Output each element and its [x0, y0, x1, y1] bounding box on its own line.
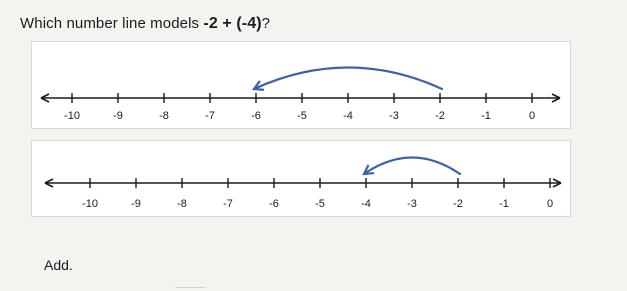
number-line-option-a[interactable] [31, 41, 571, 129]
tick-label: -8 [159, 110, 169, 122]
tick-label: -7 [223, 198, 233, 210]
divider [175, 287, 205, 288]
tick-label: -2 [435, 110, 445, 122]
tick-label: -10 [64, 110, 80, 122]
tick-label: -9 [113, 110, 123, 122]
tick-label: 0 [528, 110, 536, 122]
tick-label: -4 [343, 110, 353, 122]
tick-label: -4 [361, 198, 371, 210]
tick-label: -3 [407, 198, 417, 210]
tick-label: 0 [546, 198, 554, 210]
answer-text: Add. [44, 257, 73, 273]
tick-label: -8 [177, 198, 187, 210]
question-suffix: ? [261, 15, 271, 32]
tick-label: -7 [205, 110, 215, 122]
tick-label: -10 [82, 198, 98, 210]
tick-label: -9 [131, 198, 141, 210]
tick-label: -1 [481, 110, 491, 122]
tick-label: -1 [499, 198, 509, 210]
tick-label: -5 [315, 198, 325, 210]
tick-label: -6 [269, 198, 279, 210]
number-line-b [32, 141, 572, 218]
question-expression: -2 + (-4) [203, 15, 262, 32]
jump-arc [364, 158, 460, 175]
question-text [20, 15, 270, 33]
tick-label: -5 [297, 110, 307, 122]
question-prefix: Which number line models [20, 15, 200, 32]
tick-label: -6 [251, 110, 261, 122]
tick-label: -2 [453, 198, 463, 210]
tick-label: -3 [389, 110, 399, 122]
jump-arc [254, 68, 442, 90]
number-line-a [32, 42, 572, 130]
number-line-option-b[interactable] [31, 140, 571, 217]
